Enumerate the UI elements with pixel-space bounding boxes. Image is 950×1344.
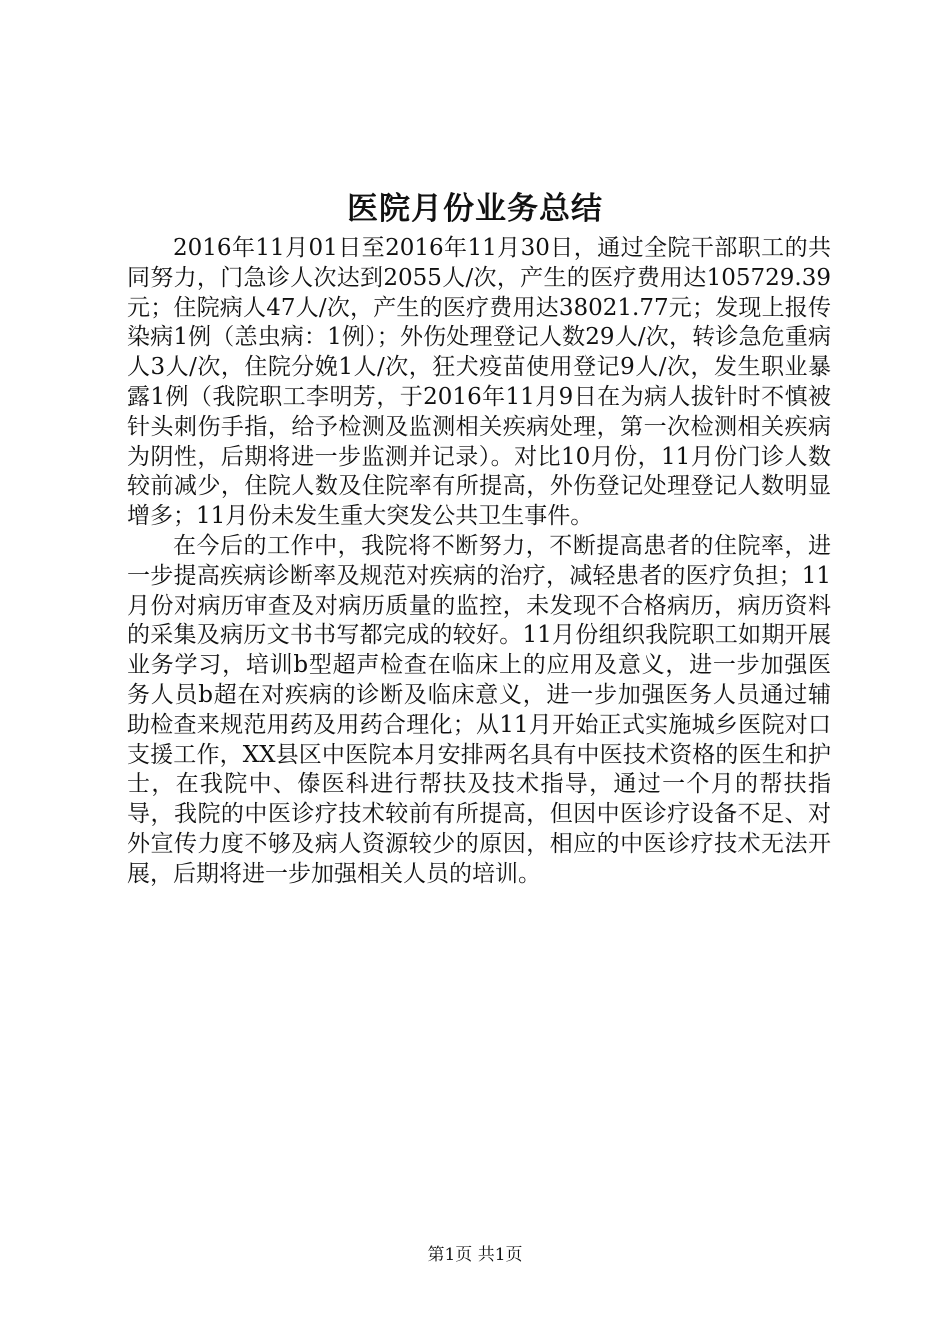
document-body	[127, 234, 831, 890]
page-footer: 第1页 共1页	[427, 1245, 523, 1265]
document-title: 医院月份业务总结	[347, 191, 603, 227]
paragraph-2: 在今后的工作中，我院将不断努力，不断提高患者的住院率，进一步提高疾病诊断率及规范对疾病的治疗，减轻患者的医疗负担；11月份对病历审查及对病历质量的监控，未发现不合格病历，病历资料的采集及病历文书书写都完成的较好。11月份组织我院职工如期开展业务学习，培训b型超声检查在临床上的应用及意义，进一步加强医务人员b超在对疾病的诊断及临床意义，进一步加强医务人员通过辅助检查来规范用药及用药合理化；从11月开始正式实施城乡医院对口支援工作，XX县区中医院本月安排两名具有中医技术资格的医生和护士，在我院中、傣医科进行帮扶及技术指导，通过一个月的帮扶指导，我院的中医诊疗技术较前有所提高，但因中医诊疗设备不足、对外宣传力度不够及病人资源较少的原因，相应的中医诊疗技术无法开展，后期将进一步加强相关人员的培训。	[127, 532, 831, 887]
paragraph-1: 2016年11月01日至2016年11月30日，通过全院干部职工的共同努力，门急诊人次达到2055人/次，产生的医疗费用达105729.39元；住院病人47人/次，产生的医疗费用达38021.77元；发现上报传染病1例（恙虫病：1例）；外伤处理登记人数29人/次，转诊急危重病人3人/次，住院分娩1人/次，狂犬疫苗使用登记9人/次，发生职业暴露1例（我院职工李明芳，于2016年11月9日在为病人拔针时不慎被针头刺伤手指，给予检测及监测相关疾病处理，第一次检测相关疾病为阴性，后期将进一步监测并记录）。对比10月份，11月份门诊人数较前减少，住院人数及住院率有所提高，外伤登记处理登记人数明显增多；11月份未发生重大突发公共卫生事件。	[127, 235, 831, 530]
